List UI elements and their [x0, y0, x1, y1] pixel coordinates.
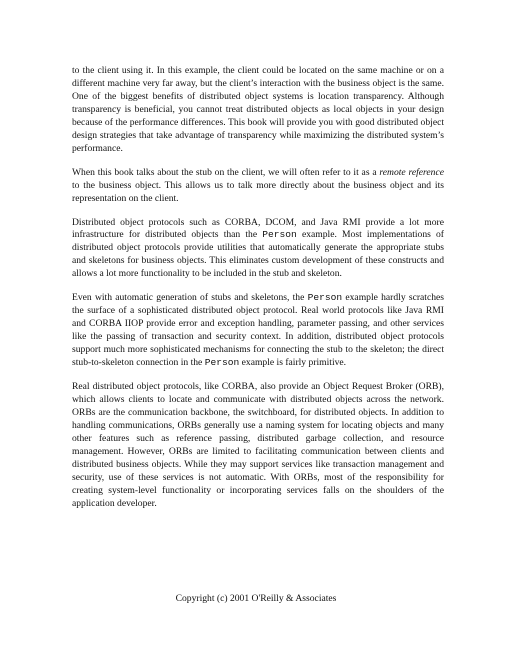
paragraph-location-transparency [72, 65, 444, 156]
remote-reference-term: remote reference [379, 166, 444, 178]
para4-text-2: example hardly scratches the surface of a sophisticated distributed object protocol. Real world protocols like Java RMI and CORBA IIOP provide error and exception handling, parameter passing, and other services like the passing of transaction and security context. In addition, distributed object protocols support much more sophisticated mechanisms for connecting the stub to the skeleton; the direct stub-to-skeleton connection in the [72, 292, 445, 369]
para4-text-1: Even with automatic generation of stubs and skeletons, the [72, 292, 308, 304]
paragraph-distributed-protocols [72, 217, 444, 282]
document-body [72, 65, 444, 522]
para2-text-1: When this book talks about the stub on the client, we will often refer to it as a [72, 166, 380, 178]
person-code-term: Person [262, 229, 297, 241]
para5-text: Real distributed object protocols, like CORBA, also provide an Object Request Broker (ORB), which allows clients to locate and communicate with distributed objects across the network. ORBs are the communication backbone, the switchboard, for distributed objects. In addition to handling communications, ORBs generally use a naming system for locating objects and many other features such as reference passing, distributed garbage collection, and resource management. However, ORBs are limited to facilitating communication between clients and distributed business objects. While they may support services like transaction management and security, use of these services is not automatic. With ORBs, most of the responsibility for creating system-level functionality or incorporating services falls on the shoulders of the application developer. [72, 381, 444, 509]
para3-text-1: Distributed object protocols such as CORBA, DCOM, and Java RMI provide a lot more infrastructure for distributed objects than the [72, 216, 444, 241]
person-code-term: Person [204, 357, 240, 369]
page-footer-copyright: Copyright (c) 2001 O'Reilly & Associates [175, 593, 337, 604]
paragraph-remote-reference [72, 167, 444, 206]
para4-text-3: example is fairly primitive. [239, 357, 347, 369]
paragraph-automatic-generation [72, 292, 444, 370]
para2-text-2: to the business object. This allows us to talk more directly about the business object and its representation on the client. [72, 179, 444, 204]
person-code-term: Person [307, 292, 343, 304]
paragraph-orb [72, 381, 444, 511]
para1-text: to the client using it. In this example, the client could be located on the same machine or on a different machine very far away, but the client’s interaction with the business object is the same. One of the biggest benefits of distributed object systems is location transparency. Although transparency is beneficial, you cannot treat distributed objects as local objects in your design because of the performance differences. This book will provide you with good distributed object design strategies that take advantage of transparency while maximizing the distributed system’s performance. [72, 65, 444, 154]
para3-text-2: example. Most implementations of distributed object protocols provide utilities that automatically generate the appropriate stubs and skeletons for business objects. This eliminates custom development of these constructs and allows a lot more functionality to be included in the stub and skeleton. [72, 229, 445, 280]
